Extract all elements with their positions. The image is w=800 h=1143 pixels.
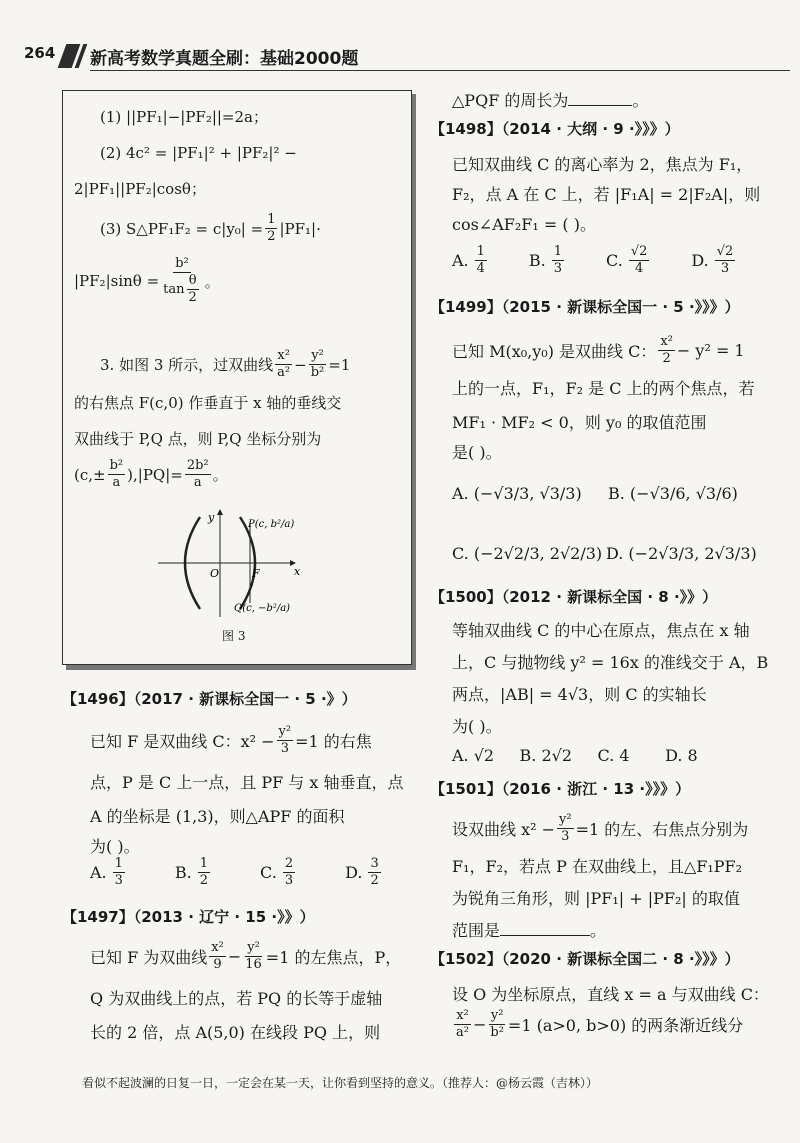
hyperbola-figure [150,505,330,625]
option-d-label: D. [345,863,363,882]
frac-den [161,273,203,306]
q1498-line1: 已知双曲线 C 的离心率为 2，焦点为 F₁， [452,155,753,174]
q1497-line3: 长的 2 倍，点 A(5,0) 在线段 PQ 上，则 [90,1023,381,1042]
q1500-line2: 上，C 与抛物线 y² = 16x 的准线交于 A，B [452,653,769,672]
difficulty-icon: 》》》 [634,120,665,138]
page-number: 264 [24,44,56,62]
frac-num: 1 [267,212,276,227]
frac-den: 3 [280,741,289,756]
frac-num: 2b² [186,458,209,473]
frac-den: 3 [284,873,294,888]
q1497-text-a: 已知 F 为双曲线 [90,948,208,967]
q1501-text-b: =1 的左、右焦点分别为 [575,820,749,839]
frac-num: y² [490,1008,504,1023]
q1502-header-text: 【1502】（2020 · 新课标全国二 · 8 · [430,950,695,968]
frac-num: y² [311,348,324,363]
frac-num: b² [109,458,124,473]
q1496-line4: 为( )。 [90,837,140,856]
q1497-line1 [90,940,401,973]
q1496-line2: 点，P 是 C 上一点，且 PF 与 x 轴垂直，点 [90,773,404,792]
fig-origin-label: O [210,567,220,580]
fig-point-p-label: P(c, b²/a) [248,519,295,530]
option-b-label: B. [528,251,546,270]
q1496-line3: A 的坐标是 (1,3)，则△APF 的面积 [90,807,345,826]
fraction [488,1008,506,1041]
q1501-header [430,778,690,799]
option-a-label: A. [452,251,469,270]
box-item-1: (1) ||PF₁|−|PF₂||=2a； [100,108,268,126]
q1500-options: A. √2 B. 2√2 C. 4 D. 8 [452,746,698,765]
fraction-2b2a [185,458,211,491]
frac-den: 2 [267,229,276,244]
q1499-line3: MF₁ · MF₂ < 0，则 y₀ 的取值范围 [452,413,707,432]
box-item-3-line2 [74,256,220,306]
fig-point-q-label: Q(c, −b²/a) [234,603,291,614]
q1496-header-end: ） [341,690,357,708]
frac-num: b² [175,256,189,271]
frac-den: 3 [561,829,570,844]
q1497-line2: Q 为双曲线上的点，若 PQ 的长等于虚轴 [90,989,383,1008]
fig-y-label: y [208,511,215,524]
frac-num: 2 [284,856,294,871]
q1499-header-text: 【1499】（2015 · 新课标全国一 · 5 · [430,298,695,316]
frac-den: 3 [720,261,730,276]
q1497-header [62,906,315,927]
figure-caption: 图 3 [222,629,246,643]
frac-den: a [193,475,202,490]
frac-den: 2 [188,290,197,305]
frac-num: √2 [630,244,648,259]
footer-quote: 看似不起波澜的日复一日，一定会在某一天，让你看到坚持的意义。（推荐人：@杨云霞（吉林）） [82,1076,599,1090]
frac-den: 2 [370,873,379,888]
q1499-option-a: A. (−√3/3, √3/3) [452,484,582,503]
frac-den: a² [277,365,291,380]
fraction [209,940,226,973]
q1498-header [430,118,680,139]
frac-den: 4 [476,261,485,276]
option-b-value [552,244,564,277]
q1499-header [430,296,740,317]
frac-den: b² [490,1025,504,1040]
fraction-half [265,212,277,245]
q1502-header [430,948,740,969]
fraction-theta [187,273,199,306]
box-item-3-text-c: |PF₂|sinθ = [74,272,160,290]
option-a-value [113,856,125,889]
frac-num: 1 [114,856,123,871]
q1499-option-d: D. (−2√3/3, 2√3/3) [606,544,757,563]
q1499-line2: 上的一点，F₁，F₂ 是 C 上的两个焦点，若 [452,379,755,398]
difficulty-icon: 》》 [679,588,703,606]
frac-num: 1 [199,856,209,871]
frac-den: 3 [114,873,123,888]
frac-num: 1 [476,244,485,259]
frac-den: 4 [634,261,644,276]
fraction [243,940,264,973]
fraction [658,334,675,367]
frac-num: x² [211,940,224,955]
q1500-header-text: 【1500】（2012 · 新课标全国 · 8 · [430,588,680,606]
fraction-b2-tan [161,256,203,306]
minus-sign: − [294,355,307,374]
frac-den: 9 [213,957,222,972]
header-rule [90,70,790,71]
q1500-header [430,586,717,607]
option-b-value [198,856,210,889]
difficulty-icon: 》》》 [694,298,725,316]
frac-num: 1 [553,244,563,259]
q1502-header-end: ） [724,950,740,968]
option-c-label: C. [606,251,623,270]
box-item-3-text-b: |PF₁|· [279,219,321,238]
q1499-line1 [452,334,745,367]
box-item-4-text: 3. 如图 3 所示，过双曲线 [100,356,274,374]
coord-text-a: (c,± [74,465,106,484]
q1502-text-b: =1 (a>0, b>0) 的两条渐近线分 [507,1016,744,1035]
option-c-label: C. [260,863,277,882]
difficulty-icon: 》》 [277,908,300,926]
frac-den: 2 [662,351,671,366]
box-item-2-line1: (2) 4c² = |PF₁|² + |PF₂|² − [100,144,297,162]
q1501-line3: 为锐角三角形，则 |PF₁| + |PF₂| 的取值 [452,889,740,908]
q1501-text-d: 。 [590,921,607,940]
minus-sign: − [227,947,242,966]
q1499-text-b: − y² = 1 [676,341,745,360]
option-a-label: A. [90,863,107,882]
q1497-text-d: 。 [632,91,649,110]
q1501-header-end: ） [675,780,691,798]
frac-den: a² [456,1025,469,1040]
book-title: 新高考数学真题全刷：基础2000题 [90,49,359,69]
fraction-x2a2 [275,348,292,381]
q1497-header-end: ） [299,908,315,926]
q1496-header-text: 【1496】（2017 · 新课标全国一 · 5 · [62,690,327,708]
box-item-4-line4 [74,458,228,491]
minus-sign: − [472,1015,487,1034]
frac-num: x² [456,1008,469,1023]
box-item-3-text-a: (3) S△PF₁F₂ = c|y₀| = [100,219,264,238]
q1498-options [452,244,737,277]
frac-num: θ [188,273,197,288]
frac-num: y² [278,724,292,739]
option-b-label: B. [174,863,192,882]
q1499-line4: 是( )。 [452,443,502,462]
q1496-line1 [90,724,372,757]
frac-den: 2 [199,873,209,888]
q1501-line1 [452,812,748,845]
fig-focus-label: F [252,567,260,580]
q1502-line1: 设 O 为坐标原点，直线 x = a 与双曲线 C： [452,985,769,1004]
q1501-line4 [452,918,606,941]
box-item-3-line1 [100,212,321,245]
end-mark: 。 [204,272,220,291]
frac-num: y² [559,812,572,827]
q1502-line2 [452,1008,743,1041]
equals-one: =1 [328,355,351,374]
fraction [277,724,294,757]
difficulty-icon: 》》》 [645,780,676,798]
q1496-text-a: 已知 F 是双曲线 C：x² − [90,732,275,751]
q1499-text-a: 已知 M(x₀,y₀) 是双曲线 C： [452,342,657,361]
frac-num: 3 [370,856,379,871]
q1498-line3: cos∠AF₂F₁ = ( )。 [452,215,596,234]
frac-den: b² [310,365,325,380]
q1501-line2: F₁，F₂，若点 P 在双曲线上，且△F₁PF₂ [452,857,743,876]
option-c-value [283,856,295,889]
frac-den: 3 [553,261,563,276]
q1501-text-c: 范围是 [452,921,501,940]
q1500-line1: 等轴双曲线 C 的中心在原点，焦点在 x 轴 [452,621,750,640]
frac-num: x² [277,348,290,363]
difficulty-icon: 》 [326,690,342,708]
option-d-value [368,856,380,889]
box-item-4-line1 [100,348,350,381]
q1500-line4: 为( )。 [452,717,502,736]
difficulty-icon: 》》》 [694,950,725,968]
q1497-text-b: =1 的左焦点，P， [265,948,402,967]
box-item-4-line3: 双曲线于 P,Q 点，则 P,Q 坐标分别为 [74,430,322,448]
option-c-value [629,244,650,277]
q1499-option-b: B. (−√3/6, √3/6) [608,484,738,503]
option-d-value [715,244,736,277]
fraction-y2b2 [309,348,327,381]
q1500-line3: 两点，|AB| = 4√3，则 C 的实轴长 [452,685,707,704]
answer-blank[interactable] [500,920,590,936]
q1498-header-text: 【1498】（2014 · 大纲 · 9 · [430,120,635,138]
frac-num: x² [660,334,673,349]
coord-text-c: 。 [212,466,228,484]
fig-x-label: x [294,565,301,578]
q1496-header [62,688,357,709]
fraction [454,1008,471,1041]
box-item-4-line2: 的右焦点 F(c,0) 作垂直于 x 轴的垂线交 [74,394,342,412]
q1496-options [90,856,383,889]
tan-label: tan [163,281,185,297]
q1497-text-c: △PQF 的周长为 [452,91,569,110]
fraction-b2a [108,458,126,491]
coord-text-b: ),|PQ|= [127,465,183,484]
q1498-line2: F₂，点 A 在 C 上，若 |F₁A| = 2|F₂A|，则 [452,185,761,204]
frac-num: y² [247,940,260,955]
q1496-text-b: =1 的右焦 [295,732,372,751]
q1499-option-c: C. (−2√2/3, 2√2/3) [452,544,603,563]
answer-blank[interactable] [568,90,632,106]
frac-num: √2 [716,244,734,259]
q1497-header-text: 【1497】（2013 · 辽宁 · 15 · [62,908,278,926]
q1499-header-end: ） [724,298,740,316]
fraction [557,812,574,845]
q1498-header-end: ） [664,120,680,138]
option-d-label: D. [691,251,709,270]
q1501-header-text: 【1501】（2016 · 浙江 · 13 · [430,780,646,798]
q1501-text-a: 设双曲线 x² − [452,820,556,839]
box-item-2-line2: 2|PF₁||PF₂|cosθ； [74,180,206,198]
q1497-line4 [452,88,648,111]
option-a-value [475,244,487,277]
q1500-header-end: ） [702,588,718,606]
frac-den: a [112,475,121,490]
frac-den: 16 [245,957,262,972]
